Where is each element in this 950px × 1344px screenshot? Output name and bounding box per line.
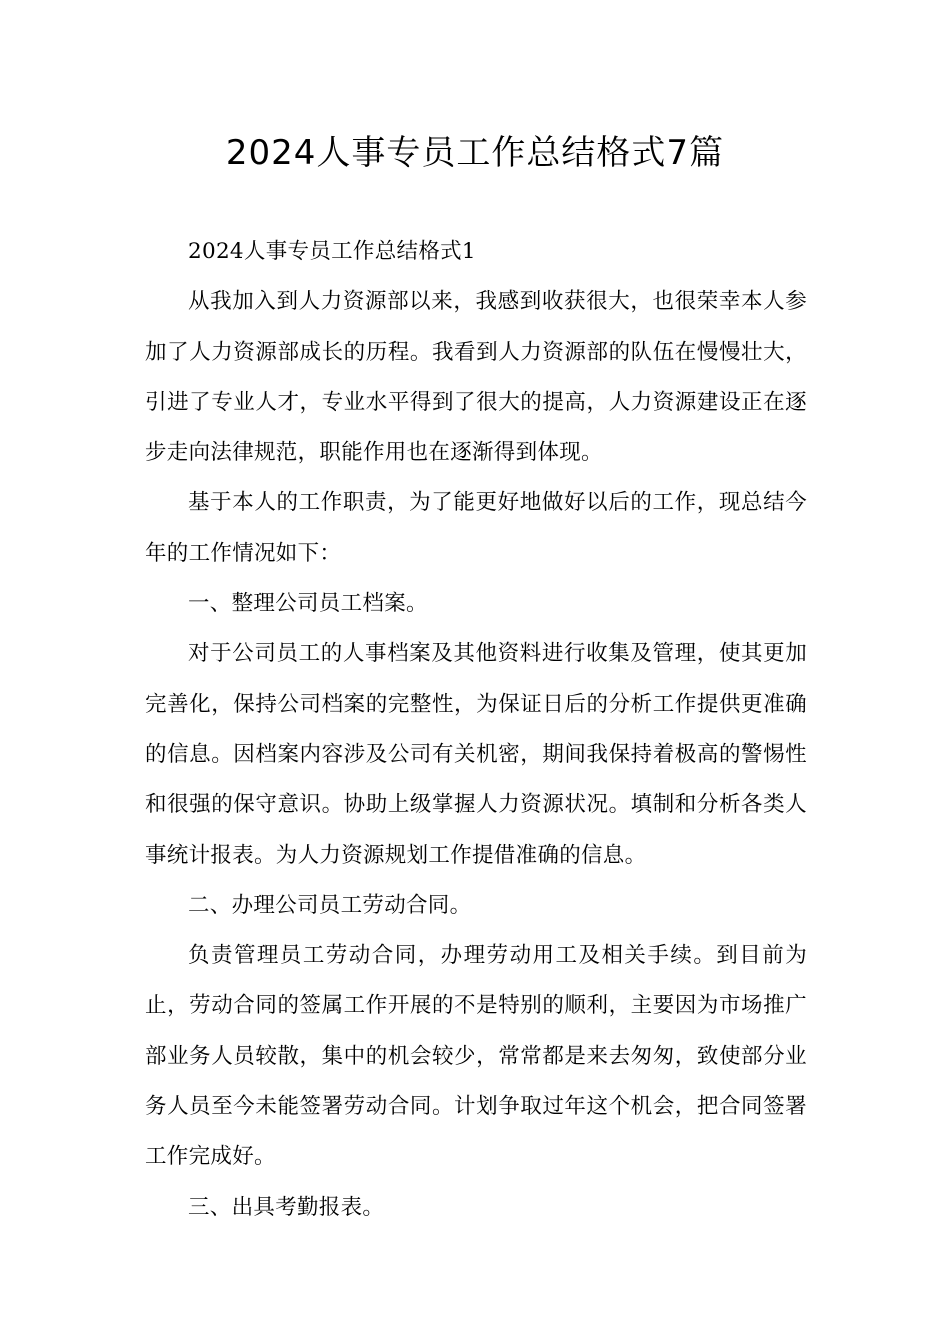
paragraph: 基于本人的工作职责，为了能更好地做好以后的工作，现总结今年的工作情况如下： (145, 490, 807, 566)
paragraph: 负责管理员工劳动合同，办理劳动用工及相关手续。到目前为止，劳动合同的签属工作开展的不是特别的顺利，主要因为市场推广部业务人员较散，集中的机会较少，常常都是来去匆匆，致使部分业务人员至今未能签署劳动合同。计划争取过年这个机会，把合同签署工作完成好。 (145, 943, 807, 1170)
document-body (145, 227, 807, 1233)
document-title: 2024人事专员工作总结格式7篇 (225, 133, 725, 173)
section-heading: 一、整理公司员工档案。 (188, 591, 428, 617)
paragraph: 从我加入到人力资源部以来，我感到收获很大，也很荣幸本人参加了人力资源部成长的历程。我看到人力资源部的队伍在慢慢壮大，引进了专业人才，专业水平得到了很大的提高，人力资源建设正在逐步走向法律规范，职能作用也在逐渐得到体现。 (145, 289, 807, 466)
paragraph: 对于公司员工的人事档案及其他资料进行收集及管理，使其更加完善化，保持公司档案的完整性，为保证日后的分析工作提供更准确的信息。因档案内容涉及公司有关机密，期间我保持着极高的警惕性和很强的保守意识。协助上级掌握人力资源状况。填制和分析各类人事统计报表。为人力资源规划工作提借准确的信息。 (145, 641, 807, 868)
section-heading: 三、出具考勤报表。 (188, 1194, 385, 1220)
section-heading: 2024人事专员工作总结格式1 (188, 239, 476, 264)
section-heading: 二、办理公司员工劳动合同。 (188, 892, 472, 918)
